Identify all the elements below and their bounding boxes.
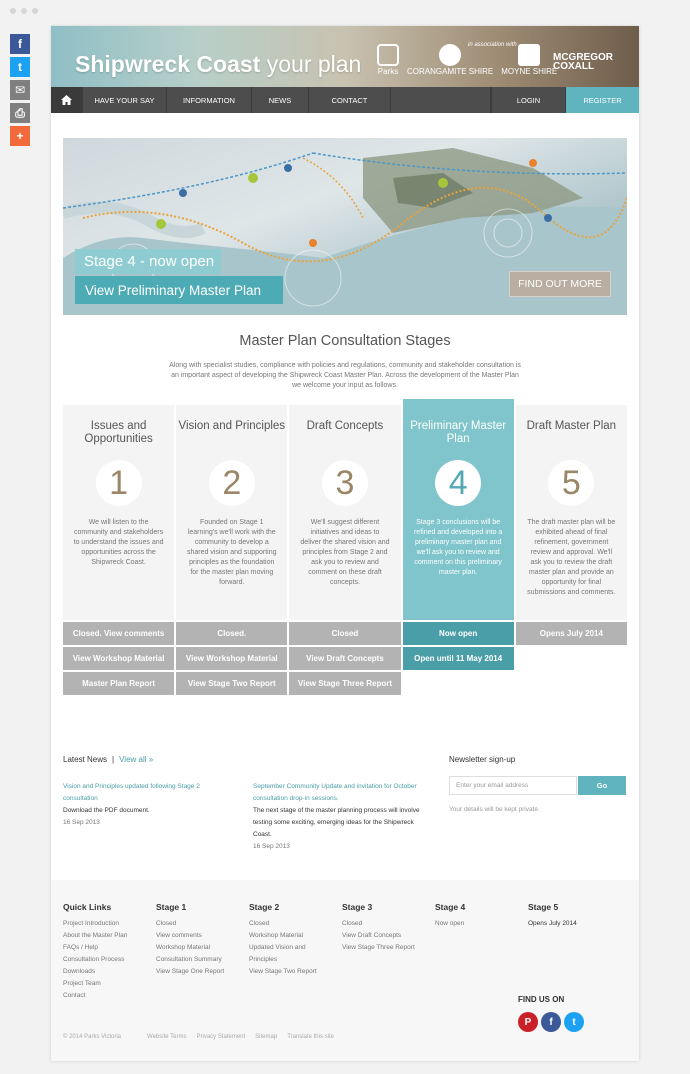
newsletter-title: Newsletter sign-up [449,755,516,764]
footer-quick-links [63,902,153,1002]
nav-spacer [391,87,491,113]
news-header [63,755,153,764]
footer-heading: Stage 2 [249,902,280,912]
window-controls [10,8,38,14]
pinterest-icon[interactable]: P [518,1012,538,1032]
stages-title: Master Plan Consultation Stages [239,333,451,349]
footer-stage-1 [156,902,246,978]
stage-5-opens-button[interactable]: Opens July 2014 [516,622,627,645]
footer-link[interactable]: View Stage Three Report [342,944,415,951]
facebook-icon[interactable]: f [10,34,30,54]
stage-3-closed-button[interactable]: Closed [289,622,400,645]
parks-logo [377,44,399,76]
stage-3-column [289,405,400,695]
twitter-icon[interactable]: t [10,57,30,77]
footer-link[interactable]: View Stage Two Report [249,968,317,975]
footer-link[interactable]: Closed [342,920,363,927]
corangamite-logo [407,44,493,76]
footer-link[interactable]: Workshop Material [156,944,211,951]
moyne-logo-text: MOYNE SHIRE [501,67,558,76]
footer-link[interactable]: Updated Vision and Principles [249,944,306,963]
stage-number: 3 [322,460,368,506]
footer-link[interactable]: Closed [156,920,177,927]
site-banner [51,26,639,87]
footer-heading: Stage 5 [528,902,559,912]
stage-description: We will listen to the community and stakeholders to understand the issues and opportunities across the Shipwreck Coast. [73,519,164,566]
find-us-label: FIND US ON [518,995,565,1004]
footer-link[interactable]: Opens July 2014 [528,920,577,927]
facebook-icon[interactable]: f [541,1012,561,1032]
news-link[interactable]: Vision and Principles updated following Stage 2 consultation [63,783,200,802]
news-body: The next stage of the master planning process will involve testing some exciting, emerging ideas for the Shipwreck Coast. [253,807,420,838]
site-title-bold: Shipwreck Coast [75,51,261,77]
footer-link[interactable]: Contact [63,992,86,999]
footer-link[interactable]: Closed [249,920,270,927]
stage-4-open-until-button[interactable]: Open until 11 May 2014 [403,647,514,670]
stages-intro: Along with specialist studies, compliance with policies and regulations, community and stakeholder consultation is an important aspect of developing the Shipwreck Coast Master Plan. Across the development of the Master Plan we welcome your input as follows. [169,362,521,389]
stage-description: The draft master plan will be exhibited ahead of final refinement, government review and approval. We'll ask you to review the draft master plan and provide an opportunity for final submissions and comments. [527,519,616,596]
stage-title: Vision and Principles [178,420,286,432]
stage-number: 2 [209,460,255,506]
news-body: Download the PDF document. [63,807,150,814]
footer-link[interactable]: View comments [156,932,202,939]
stage-number: 5 [548,460,594,506]
nav-register[interactable]: REGISTER [566,87,639,113]
footer-link[interactable]: View Stage One Report [156,968,225,975]
stage-card [63,405,174,620]
view-all-news-link[interactable]: View all » [119,755,154,764]
footer-heading: Stage 4 [435,902,466,912]
stage-1-closed-comments-button[interactable]: Closed. View comments [63,622,174,645]
privacy-statement-link[interactable]: Privacy Statement [196,1034,246,1040]
footer-link[interactable]: About the Master Plan [63,932,128,939]
footer-heading: Quick Links [63,902,112,912]
twitter-icon[interactable]: t [564,1012,584,1032]
nav-news[interactable]: NEWS [252,87,309,113]
newsletter-go-button[interactable]: Go [578,776,626,795]
footer-heading: Stage 3 [342,902,373,912]
footer-link[interactable]: Workshop Material [249,932,304,939]
footer-stage-5 [528,902,618,930]
stage-2-column [176,405,287,695]
footer [51,880,639,1061]
partner-logos [377,44,557,76]
news-date: 16 Sep 2013 [63,819,100,826]
stage-title: Issues and Opportunities [84,420,153,445]
newsletter-note: Your details will be kept private. [449,806,540,813]
find-out-more-button[interactable]: FIND OUT MORE [509,271,611,297]
footer-link[interactable]: View Draft Concepts [342,932,402,939]
nav-contact[interactable]: CONTACT [309,87,391,113]
site-title-rest: your plan [260,51,362,77]
print-icon[interactable]: ⎙ [10,103,30,123]
news-date: 16 Sep 2013 [253,843,290,850]
stage-5-column [516,405,627,695]
nav-have-your-say[interactable]: HAVE YOUR SAY [83,87,167,113]
share-bar [10,34,30,146]
stage-3-draft-concepts-button[interactable]: View Draft Concepts [289,647,400,670]
translate-link[interactable]: Translate this site [287,1034,334,1040]
stage-1-report-button[interactable]: Master Plan Report [63,672,174,695]
news-title: Latest News [63,755,108,764]
stage-title: Preliminary Master Plan [410,420,507,445]
stage-card [403,399,514,620]
news-item [63,781,233,829]
plus-icon[interactable]: + [10,126,30,146]
stage-4-column [403,405,514,695]
stage-3-report-button[interactable]: View Stage Three Report [289,672,400,695]
site-title[interactable] [75,51,361,78]
footer-stage-4 [435,902,525,930]
stage-card [289,405,400,620]
mcgregor-logo: MCGREGOR COXALL [553,52,613,72]
footer-link[interactable]: Downloads [63,968,96,975]
news-link[interactable]: September Community Update and invitation for October consultation drop-in sessions. [253,783,417,802]
footer-link[interactable]: FAQs / Help [63,944,99,951]
footer-link[interactable]: Project Introduction [63,920,120,927]
stage-description: Stage 3 conclusions will be refined and developed into a preliminary master plan and we'll ask you to review and comment on this preliminary master plan. [413,519,503,576]
website-terms-link[interactable]: Website Terms [147,1034,187,1040]
footer-heading: Stage 1 [156,902,187,912]
nav-information[interactable]: INFORMATION [167,87,252,113]
stage-2-closed-button[interactable]: Closed. [176,622,287,645]
footer-link[interactable]: Consultation Summary [156,956,222,963]
news-item [253,781,423,853]
footer-link[interactable]: Consultation Process [63,956,125,963]
nav-login[interactable]: LOGIN [491,87,566,113]
stage-2-report-button[interactable]: View Stage Two Report [176,672,287,695]
stage-4-now-open-button[interactable]: Now open [403,622,514,645]
footer-stage-2 [249,902,329,978]
home-icon[interactable] [51,87,83,113]
stage-number: 4 [435,460,481,506]
footer-link[interactable]: Now open [435,920,465,927]
view-preliminary-plan-button[interactable]: View Preliminary Master Plan [75,276,283,304]
corangamite-logo-text: CORANGAMITE SHIRE [407,67,494,76]
page [51,26,639,1061]
copyright: © 2014 Parks Victoria [63,1034,122,1040]
email-icon[interactable]: ✉ [10,80,30,100]
news-separator: | [112,755,115,764]
newsletter-email-input[interactable]: Enter your email address [449,776,577,795]
moyne-logo [501,44,557,76]
footer-bottom [63,1034,334,1040]
stage-card [176,405,287,620]
stage-card [516,405,627,620]
stage-title: Draft Master Plan [526,420,617,432]
stage-description: We'll suggest different initiatives and ideas to deliver the shared vision and principles from Stage 2 and ask you to review and comment on these draft concepts. [300,519,390,586]
footer-link[interactable]: Project Team [63,980,101,987]
stage-1-column [63,405,174,695]
stage-description: Founded on Stage 1 learning's we'll work with the community to develop a shared vision and supporting principles as the foundation for the master plan moving forward. [187,519,277,586]
parks-logo-text: Parks [377,67,399,76]
association-text: in association with [468,42,517,48]
stage-2-workshop-button[interactable]: View Workshop Material [176,647,287,670]
stage-title: Draft Concepts [306,420,384,432]
stage-1-workshop-button[interactable]: View Workshop Material [63,647,174,670]
sitemap-link[interactable]: Sitemap [255,1034,278,1040]
stage-grid [63,405,627,695]
social-links [518,1012,584,1032]
stage-number: 1 [96,460,142,506]
stage-open-label: Stage 4 - now open [75,249,221,274]
main-nav [51,87,639,113]
footer-stage-3 [342,902,432,954]
